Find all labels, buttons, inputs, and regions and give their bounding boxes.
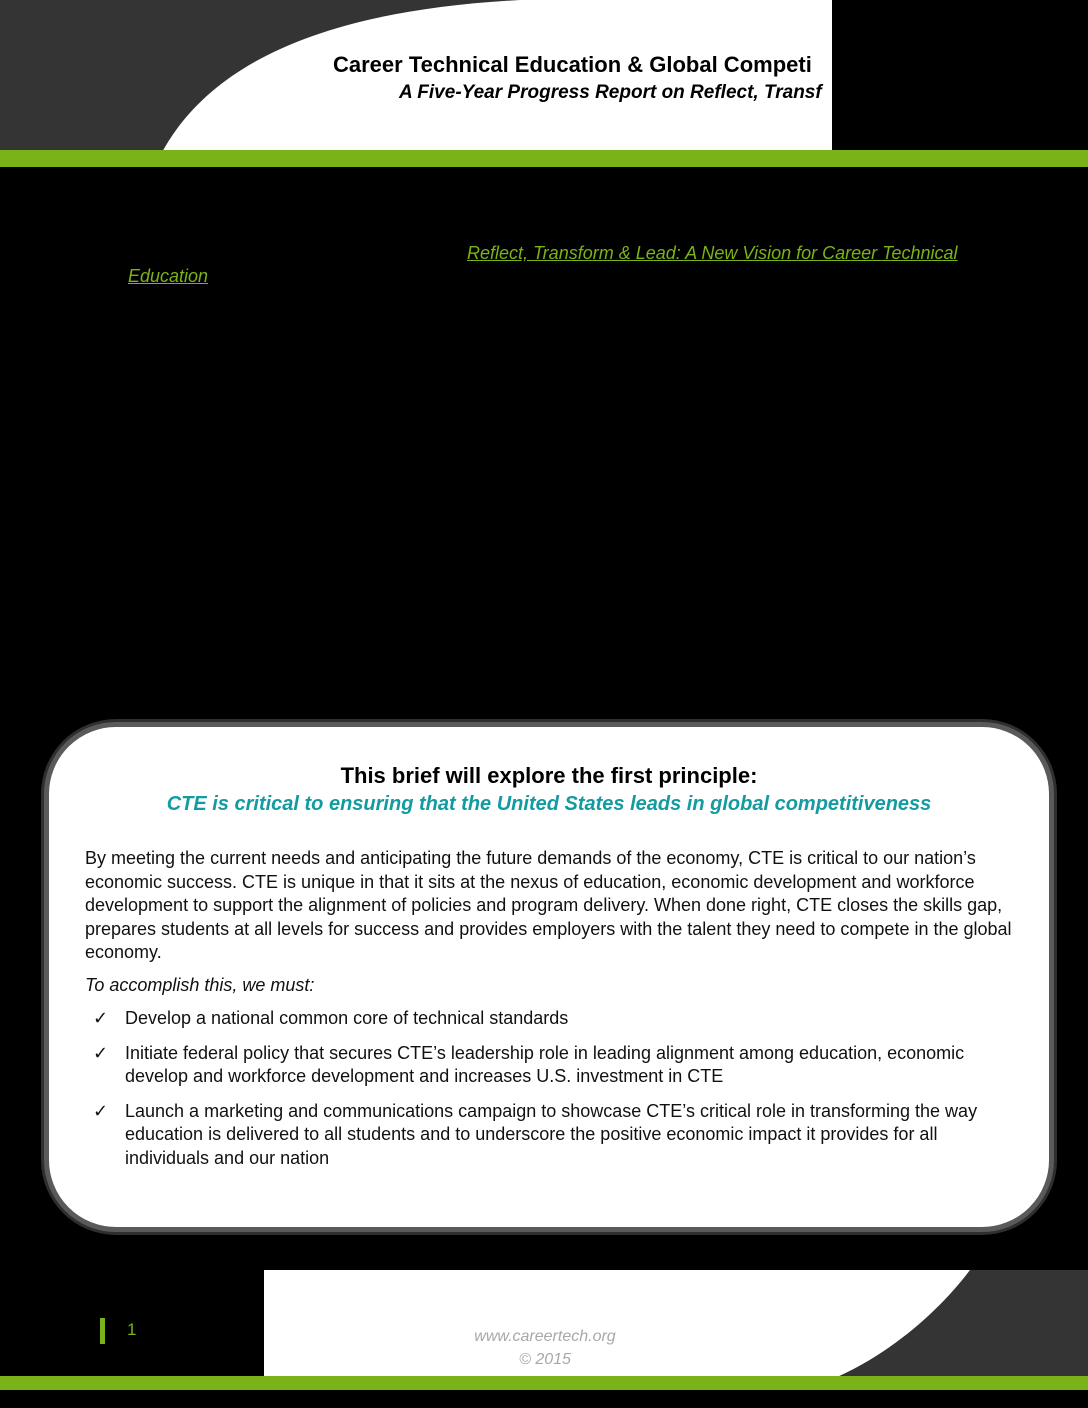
list-item	[85, 1100, 1015, 1171]
list-item-text: Develop a national common core of technical standards	[125, 1008, 569, 1028]
vision-link[interactable]: Reflect, Transform & Lead: A New Vision for Career Technical	[467, 243, 958, 263]
report-title: Career Technical Education & Global Competi	[333, 52, 812, 77]
page-number: 1	[127, 1320, 137, 1339]
header-black-panel	[832, 0, 1088, 150]
action-list	[85, 1007, 1015, 1181]
copyright: © 2015	[519, 1351, 571, 1368]
footer-green-bar	[0, 1376, 1088, 1390]
header-green-bar	[0, 150, 1088, 167]
list-item-text: Launch a marketing and communications campaign to showcase CTE’s critical role in transforming the way education is delivered to all students and to underscore the positive economic impact it provides for all individuals and our nation	[125, 1100, 978, 1168]
check-icon: ✓	[93, 1100, 109, 1121]
list-item	[85, 1007, 1015, 1031]
list-item	[85, 1042, 1015, 1089]
footer-swoosh	[830, 1270, 1088, 1380]
check-icon: ✓	[93, 1008, 109, 1028]
principle-callout	[44, 722, 1054, 1232]
callout-heading: This brief will explore the first principle:	[340, 763, 758, 788]
website-link[interactable]: www.careertech.org	[474, 1328, 616, 1345]
report-subtitle: A Five-Year Progress Report on Reflect, Transf	[399, 82, 822, 103]
callout-body: By meeting the current needs and anticipating the future demands of the economy, CTE is critical to our nation’s economic success. CTE is unique in that it sits at the nexus of education, economic development and workforce development to support the alignment of policies and program delivery. When done right, CTE closes the skills gap, prepares students at all levels for success and provides employers with the talent they need to compete in the global economy.	[85, 848, 1012, 962]
check-icon: ✓	[93, 1042, 109, 1063]
callout-lead: To accomplish this, we must:	[85, 975, 315, 995]
vision-link-continued[interactable]: Education	[128, 266, 209, 286]
list-item-text: Initiate federal policy that secures CTE’s leadership role in leading alignment among education, economic develop and workforce development and increases U.S. investment in CTE	[125, 1042, 965, 1086]
page-marker	[100, 1318, 105, 1344]
principle-statement: CTE is critical to ensuring that the United States leads in global competitiveness	[166, 793, 932, 815]
